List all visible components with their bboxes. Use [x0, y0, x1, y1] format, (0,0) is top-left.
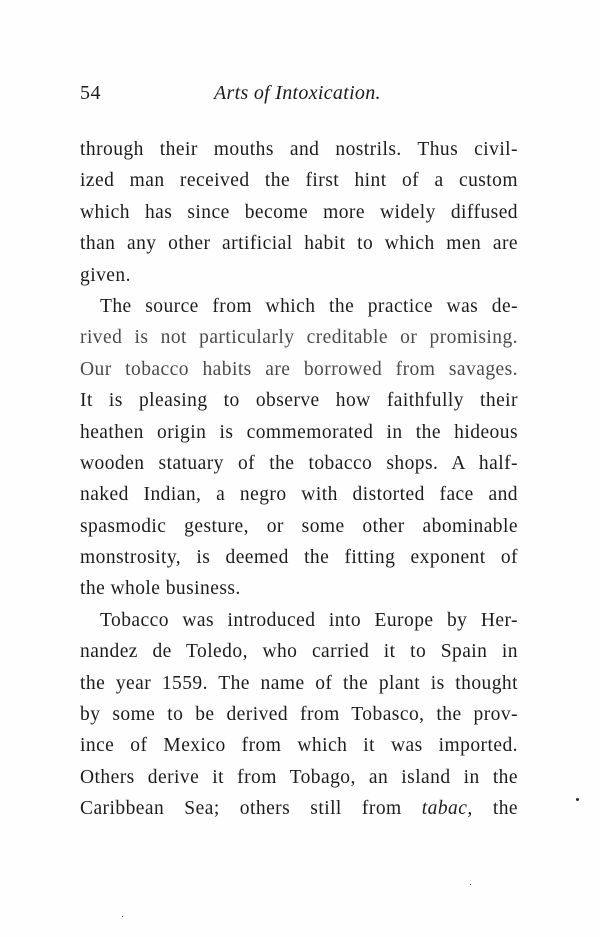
text-line: Others derive it from Tobago, an island in the: [80, 766, 518, 788]
text-line: ized man received the first hint of a custom: [80, 170, 518, 192]
ink-speck: [470, 884, 471, 885]
text-line: ince of Mexico from which it was imported.: [80, 735, 518, 757]
text-line: monstrosity, is deemed the fitting exponent of: [80, 547, 518, 569]
body-text: [80, 134, 518, 825]
text-line-with-italic: [80, 793, 518, 824]
text-fragment: Caribbean Sea; others still from: [80, 798, 402, 820]
ink-speck: [122, 916, 123, 917]
text-line: nandez de Toledo, who carried it to Spain in: [80, 641, 518, 663]
text-line: heathen origin is commemorated in the hideous: [80, 421, 518, 443]
text-line: The source from which the practice was de-: [100, 295, 518, 317]
text-line: wooden statuary of the tobacco shops. A half-: [80, 452, 518, 474]
text-line: the year 1559. The name of the plant is thought: [80, 672, 518, 694]
ink-speck: [576, 798, 579, 801]
text-line: than any other artificial habit to which men are: [80, 233, 518, 255]
text-line: given.: [80, 264, 131, 286]
text-line: which has since become more widely diffused: [80, 201, 518, 223]
text-line: Our tobacco habits are borrowed from savages.: [80, 358, 518, 380]
text-line: by some to be derived from Tobasco, the prov-: [80, 704, 518, 726]
page-number: 54: [80, 82, 101, 104]
text-line: spasmodic gesture, or some other abominable: [80, 515, 518, 537]
running-title: Arts of Intoxication.: [214, 82, 381, 104]
text-line: Tobacco was introduced into Europe by Her-: [100, 609, 518, 631]
text-fragment: the: [492, 798, 519, 820]
text-line: rived is not particularly creditable or promising.: [80, 327, 518, 349]
text-line: It is pleasing to observe how faithfully their: [80, 390, 518, 412]
page-header: [80, 82, 520, 110]
text-line: the whole business.: [80, 578, 241, 600]
text-line: through their mouths and nostrils. Thus civil-: [80, 139, 518, 160]
text-line: naked Indian, a negro with distorted face and: [80, 484, 518, 506]
italic-word: tabac,: [421, 798, 473, 820]
